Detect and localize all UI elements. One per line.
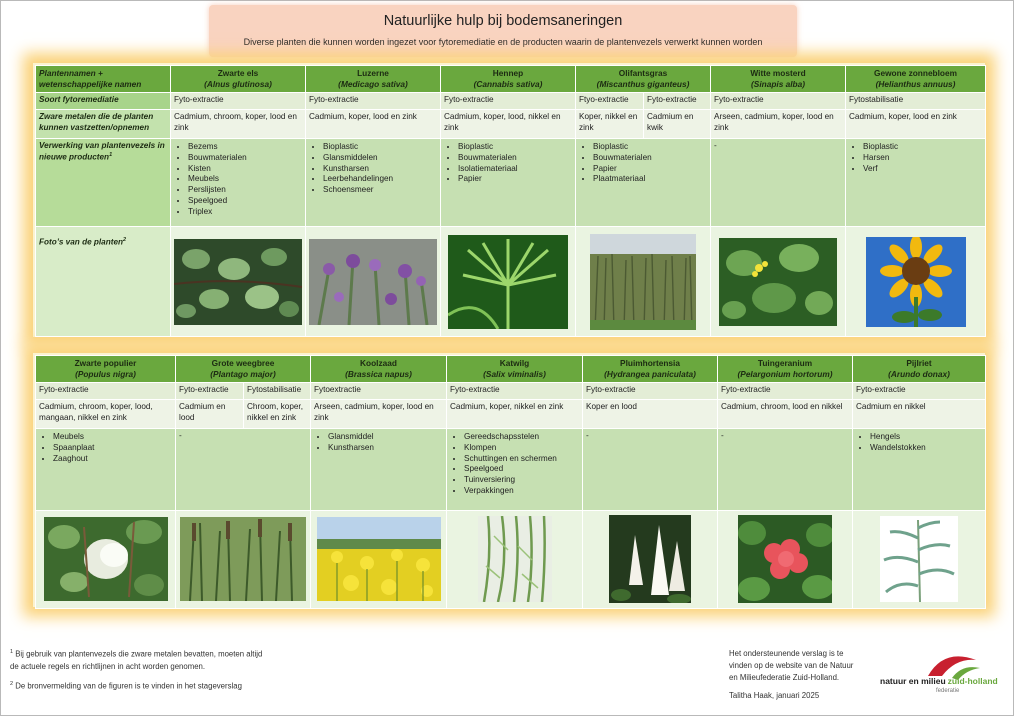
plant-header: Pluimhortensia (Hydrangea paniculata) xyxy=(583,356,718,383)
product-item: • Zaaghout xyxy=(53,454,172,465)
plant-header: Pijlriet (Arundo donax) xyxy=(853,356,986,383)
logo-text-3: federatie xyxy=(936,688,960,694)
photo-cell xyxy=(718,510,853,608)
plant-header: Grote weegbree (Plantago major) xyxy=(176,356,311,383)
metals-cell: Koper, nikkel en zink xyxy=(576,110,644,139)
geranium-photo xyxy=(738,515,832,603)
rapeseed-photo xyxy=(317,517,441,601)
photo-cell xyxy=(306,227,441,337)
plant-header: Hennep (Cannabis sativa) xyxy=(441,66,576,93)
type-cell: Fytoextractie xyxy=(311,382,447,399)
type-cell: Fyto-extractie xyxy=(447,382,583,399)
metals-label: Zware metalen die de planten kunnen vastzetten/opnemen xyxy=(36,110,171,139)
type-cell: Fyto-extractie xyxy=(853,382,986,399)
type-cell: Fyto-extractie xyxy=(718,382,853,399)
photo-cell xyxy=(441,227,576,337)
product-item: • Gereedschapsstelen xyxy=(464,432,579,443)
plant-header: Gewone zonnebloem (Helianthus annuus) xyxy=(846,66,986,93)
willow-photo xyxy=(478,516,552,602)
product-item: • Meubels xyxy=(53,432,172,443)
metals-cell: Arseen, cadmium, koper, lood en zink xyxy=(711,110,846,139)
page-title: Natuurlijke hulp bij bodemsaneringen xyxy=(383,13,623,29)
products-cell xyxy=(576,139,711,227)
logo-text-1: natuur en milieu xyxy=(880,676,946,686)
metals-cell: Chroom, koper, nikkel en zink xyxy=(244,399,311,428)
product-item: • Bioplastic xyxy=(863,142,982,153)
product-item: • Verf xyxy=(863,164,982,175)
hemp-photo xyxy=(448,235,568,329)
metals-cell: Koper en lood xyxy=(583,399,718,428)
product-item: • Plaatmateriaal xyxy=(593,174,707,185)
metals-cell: Cadmium, koper, lood, nikkel en zink xyxy=(441,110,576,139)
plants-table-2 xyxy=(35,355,986,609)
metals-cell: Cadmium, chroom, koper, lood en zink xyxy=(171,110,306,139)
hydrangea-photo xyxy=(609,515,691,603)
plant-header: Zwarte els (Alnus glutinosa) xyxy=(171,66,306,93)
plant-header: Zwarte populier (Populus nigra) xyxy=(36,356,176,383)
products-cell: - xyxy=(583,428,718,510)
product-item: • Schuttingen en schermen xyxy=(464,454,579,465)
type-cell: Fyto-extractie xyxy=(441,93,576,110)
product-item: • Glansmiddelen xyxy=(323,153,437,164)
product-item: • Kisten xyxy=(188,164,302,175)
metals-cell: Cadmium, chroom, lood en nikkel xyxy=(718,399,853,428)
products-cell: - xyxy=(711,139,846,227)
products-cell xyxy=(441,139,576,227)
products-cell xyxy=(36,428,176,510)
type-cell: Fyto-extractie xyxy=(583,382,718,399)
products-cell: - xyxy=(718,428,853,510)
products-cell: - xyxy=(176,428,311,510)
photo-cell xyxy=(853,510,986,608)
product-item: • Kunstharsen xyxy=(328,443,443,454)
metals-cell: Cadmium, chroom, koper, lood, mangaan, nikkel en zink xyxy=(36,399,176,428)
product-item: • Harsen xyxy=(863,153,982,164)
product-item: • Bezems xyxy=(188,142,302,153)
plants-table-1 xyxy=(35,65,986,337)
product-item: • Klompen xyxy=(464,443,579,454)
product-item: • Bioplastic xyxy=(458,142,572,153)
type-cell: Fyto-extractie xyxy=(36,382,176,399)
alfalfa-photo xyxy=(309,239,437,325)
processing-label: Verwerking van plantenvezels in nieuwe producten$^1$ xyxy=(36,139,171,227)
products-cell xyxy=(306,139,441,227)
product-item: • Speelgoed xyxy=(464,464,579,475)
miscanthus-photo xyxy=(590,234,696,330)
metals-cell: Cadmium, koper, lood en zink xyxy=(846,110,986,139)
plantain-photo xyxy=(180,517,306,601)
product-item: • Bouwmaterialen xyxy=(188,153,302,164)
metals-cell: Cadmium, koper, lood en zink xyxy=(306,110,441,139)
title-banner xyxy=(209,5,797,57)
products-cell xyxy=(846,139,986,227)
page-subtitle: Diverse planten die kunnen worden ingezet voor fytoremediatie en de producten waarin de plantenvezels verwerkt kunnen worden xyxy=(243,37,763,47)
product-item: • Bouwmaterialen xyxy=(593,153,707,164)
footnote-1: $^1$ Bij gebruik van plantenvezels die zware metalen bevatten, moeten altijd de actuele regels en richtlijnen in acht worden genomen. xyxy=(10,649,263,671)
footnote-2: $^2$ De bronvermelding van de figuren is te vinden in het stageverslag xyxy=(10,681,242,691)
poplar-photo xyxy=(44,517,168,601)
metals-cell: Arseen, cadmium, koper, lood en zink xyxy=(311,399,447,428)
product-item: • Wandelstokken xyxy=(870,443,982,454)
type-label: Soort fytoremediatie xyxy=(36,93,171,110)
products-cell xyxy=(171,139,306,227)
photo-cell xyxy=(311,510,447,608)
author-note: Talitha Haak, januari 2025 xyxy=(729,691,820,700)
metals-cell: Cadmium en lood xyxy=(176,399,244,428)
plant-header: Koolzaad (Brassica napus) xyxy=(311,356,447,383)
type-cell: Fyto-extractie xyxy=(711,93,846,110)
photo-cell xyxy=(171,227,306,337)
plant-header: Tuingeranium (Pelargonium hortorum) xyxy=(718,356,853,383)
product-item: • Meubels xyxy=(188,174,302,185)
alder-photo xyxy=(174,239,302,325)
product-item: • Leerbehandelingen xyxy=(323,174,437,185)
photo-cell xyxy=(176,510,311,608)
products-cell xyxy=(311,428,447,510)
giant-reed-photo xyxy=(880,516,958,602)
product-item: • Tuinversiering xyxy=(464,475,579,486)
report-note: Het ondersteunende verslag is te vinden op de website van de Natuur en Milieufederatie Zuid-Holland. xyxy=(729,649,854,683)
products-cell xyxy=(447,428,583,510)
product-item: • Spaanplaat xyxy=(53,443,172,454)
type-cell: Fyto-extractie xyxy=(176,382,244,399)
product-item: • Papier xyxy=(593,164,707,175)
product-item: • Perslijsten xyxy=(188,185,302,196)
type-cell: Ftyo-extractie xyxy=(576,93,644,110)
metals-cell: Cadmium en nikkel xyxy=(853,399,986,428)
product-item: • Kunstharsen xyxy=(323,164,437,175)
metals-cell: Cadmium en kwik xyxy=(644,110,711,139)
product-item: • Bioplastic xyxy=(593,142,707,153)
metals-cell: Cadmium, koper, nikkel en zink xyxy=(447,399,583,428)
product-item: • Papier xyxy=(458,174,572,185)
photo-cell xyxy=(447,510,583,608)
sunflower-photo xyxy=(866,237,966,327)
type-cell: Fytostabilisatie xyxy=(846,93,986,110)
type-cell: Fyto-extractie xyxy=(171,93,306,110)
product-item: • Bioplastic xyxy=(323,142,437,153)
photo-cell xyxy=(576,227,711,337)
product-item: • Verpakkingen xyxy=(464,486,579,497)
product-item: • Isolatiemateriaal xyxy=(458,164,572,175)
type-cell: Fyto-extractie xyxy=(644,93,711,110)
products-cell xyxy=(853,428,986,510)
photo-cell xyxy=(36,510,176,608)
plant-header: Luzerne (Medicago sativa) xyxy=(306,66,441,93)
product-item: • Triplex xyxy=(188,207,302,218)
white-mustard-photo xyxy=(719,238,837,326)
product-item: • Bouwmaterialen xyxy=(458,153,572,164)
type-cell: Fytostabilisatie xyxy=(244,382,311,399)
product-item: • Schoensmeer xyxy=(323,185,437,196)
logo-text-2: zuid-holland xyxy=(947,676,998,686)
names-label: Plantennamen + wetenschappelijke namen xyxy=(36,66,171,93)
plant-header: Katwilg (Salix viminalis) xyxy=(447,356,583,383)
photo-cell xyxy=(846,227,986,337)
product-item: • Speelgoed xyxy=(188,196,302,207)
photo-cell xyxy=(583,510,718,608)
product-item: • Hengels xyxy=(870,432,982,443)
plant-header: Witte mosterd (Sinapis alba) xyxy=(711,66,846,93)
photo-cell xyxy=(711,227,846,337)
plant-header: Olifantsgras (Miscanthus giganteus) xyxy=(576,66,711,93)
product-item: • Glansmiddel xyxy=(328,432,443,443)
nmf-logo xyxy=(880,652,1006,702)
photos-label: Foto’s van de planten$^2$ xyxy=(36,227,171,337)
type-cell: Fyto-extractie xyxy=(306,93,441,110)
